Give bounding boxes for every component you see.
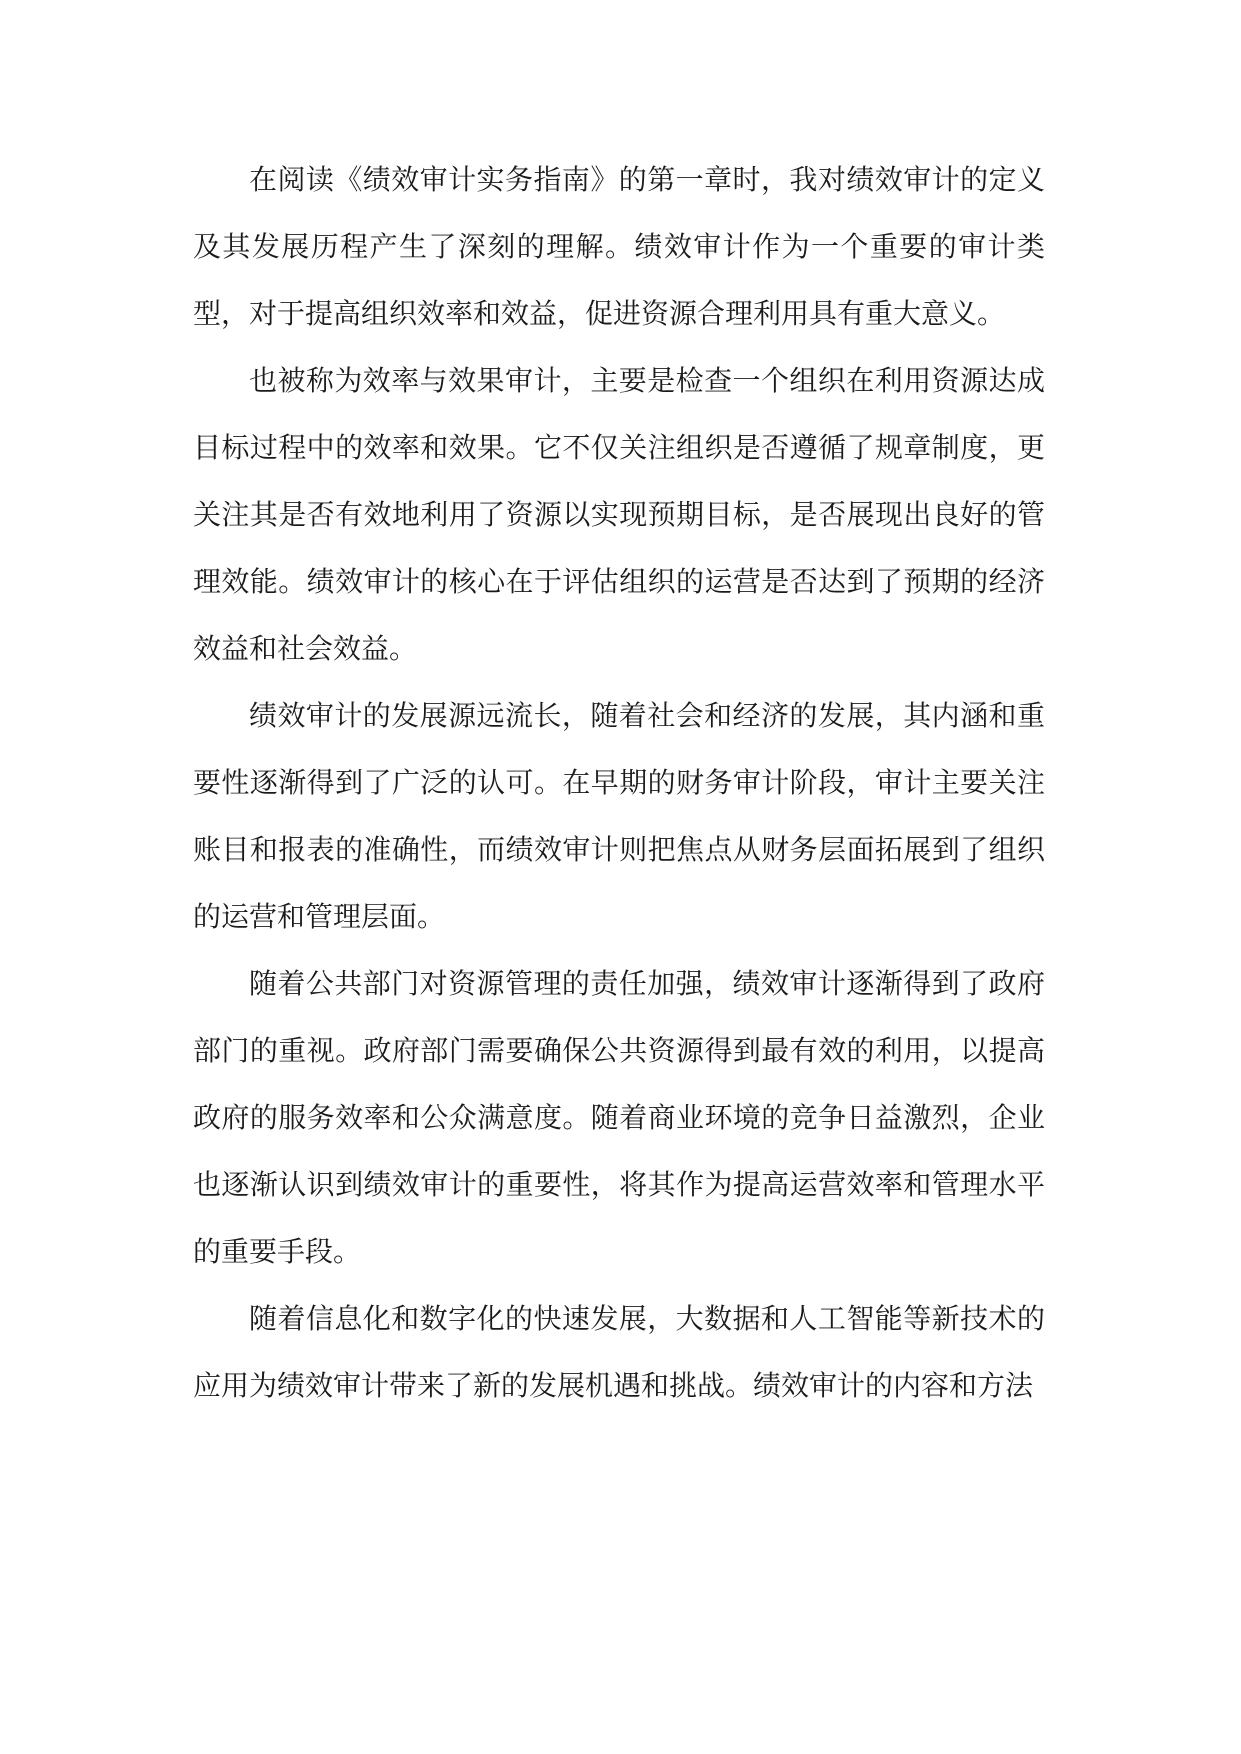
paragraph-5: 随着信息化和数字化的快速发展，大数据和人工智能等新技术的应用为绩效审计带来了新的发展机遇和挑战。绩效审计的内容和方法	[193, 1302, 1045, 1402]
paragraph-4: 随着公共部门对资源管理的责任加强，绩效审计逐渐得到了政府部门的重视。政府部门需要确保公共资源得到最有效的利用，以提高政府的服务效率和公众满意度。随着商业环境的竞争日益激烈，企业也逐渐认识到绩效审计的重要性，将其作为提高运营效率和管理水平的重要手段。	[193, 967, 1045, 1268]
paragraph-3: 绩效审计的发展源远流长，随着社会和经济的发展，其内涵和重要性逐渐得到了广泛的认可。在早期的财务审计阶段，审计主要关注账目和报表的准确性，而绩效审计则把焦点从财务层面拓展到了组织的运营和管理层面。	[193, 699, 1045, 933]
paragraph-1: 在阅读《绩效审计实务指南》的第一章时，我对绩效审计的定义及其发展历程产生了深刻的理解。绩效审计作为一个重要的审计类型，对于提高组织效率和效益，促进资源合理利用具有重大意义。	[193, 163, 1045, 330]
document-body	[193, 146, 1045, 1419]
paragraph-2: 也被称为效率与效果审计，主要是检查一个组织在利用资源达成目标过程中的效率和效果。它不仅关注组织是否遵循了规章制度，更关注其是否有效地利用了资源以实现预期目标，是否展现出良好的管理效能。绩效审计的核心在于评估组织的运营是否达到了预期的经济效益和社会效益。	[193, 364, 1045, 665]
